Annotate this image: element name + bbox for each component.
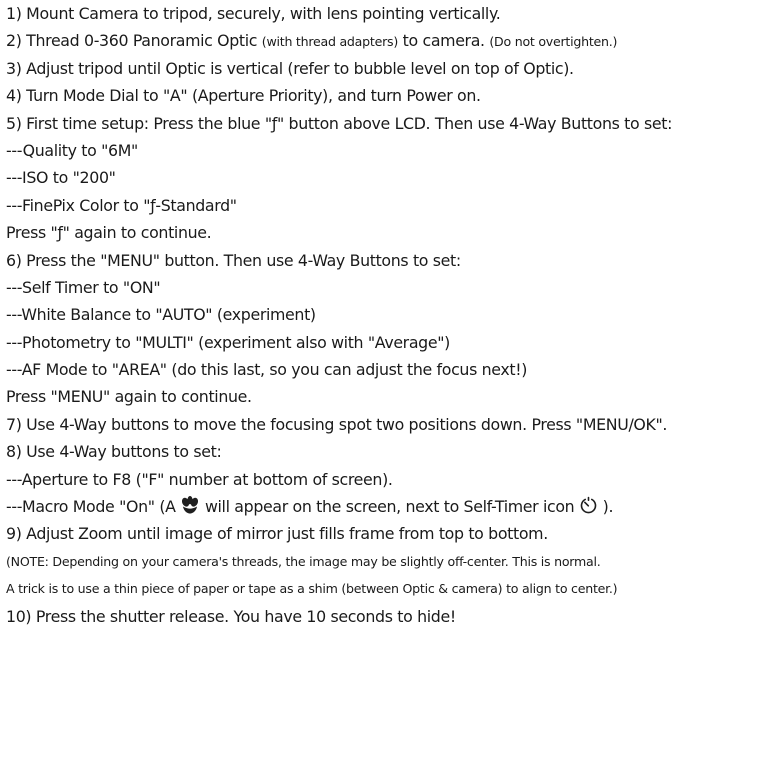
step-8-macro-text-mid: will appear on the screen, next to Self-Timer icon [200, 497, 579, 517]
step-3: 3) Adjust tripod until Optic is vertical (refer to bubble level on top of Optic). [6, 58, 574, 78]
step-2-note-overtighten: (Do not overtighten.) [489, 34, 618, 50]
note-line-2: A trick is to use a thin piece of paper or tape as a shim (between Optic & camera) to align to center.) [6, 581, 618, 597]
step-1: 1) Mount Camera to tripod, securely, with lens pointing vertically. [6, 4, 501, 23]
self-timer-icon [579, 496, 598, 523]
step-6-white-balance: ---White Balance to "AUTO" (experiment) [6, 305, 316, 325]
step-5-iso: ---ISO to "200" [6, 168, 116, 188]
step-9: 9) Adjust Zoom until image of mirror just fills frame from top to bottom. [6, 524, 548, 544]
note-line-1: (NOTE: Depending on your camera's threads, the image may be slightly off-center. This is normal. [6, 553, 601, 569]
step-2-text: 2) Thread 0-360 Panoramic Optic [6, 31, 262, 51]
step-8-macro-text-pre: ---Macro Mode "On" (A [6, 497, 181, 517]
step-8-macro-mode [6, 493, 778, 520]
step-5-quality: ---Quality to "6M" [6, 140, 138, 160]
step-10: 10) Press the shutter release. You have 10 seconds to hide! [6, 606, 456, 626]
step-8: 8) Use 4-Way buttons to set: [6, 442, 222, 462]
step-5-continue: Press "ƒ" again to continue. [6, 223, 212, 243]
step-4: 4) Turn Mode Dial to "A" (Aperture Priority), and turn Power on. [6, 86, 481, 106]
step-2-text-mid: to camera. [397, 31, 490, 51]
step-8-aperture: ---Aperture to F8 ("F" number at bottom of screen). [6, 469, 393, 489]
macro-flower-icon [180, 495, 200, 523]
step-8-macro-text-post: ). [598, 497, 614, 517]
step-6: 6) Press the "MENU" button. Then use 4-Way Buttons to set: [6, 250, 461, 270]
step-6-self-timer: ---Self Timer to "ON" [6, 277, 161, 297]
step-6-photometry: ---Photometry to "MULTI" (experiment also with "Average") [6, 332, 450, 352]
step-2-note-adapters: (with thread adapters) [261, 34, 398, 50]
step-6-af-mode: ---AF Mode to "AREA" (do this last, so you can adjust the focus next!) [6, 360, 528, 380]
step-5-finepix-color: ---FinePix Color to "ƒ-Standard" [6, 195, 237, 215]
step-5: 5) First time setup: Press the blue "ƒ" button above LCD. Then use 4-Way Buttons to set: [6, 113, 673, 133]
step-2 [6, 27, 778, 54]
step-6-continue: Press "MENU" again to continue. [6, 387, 252, 407]
step-7: 7) Use 4-Way buttons to move the focusing spot two positions down. Press "MENU/OK". [6, 414, 668, 434]
